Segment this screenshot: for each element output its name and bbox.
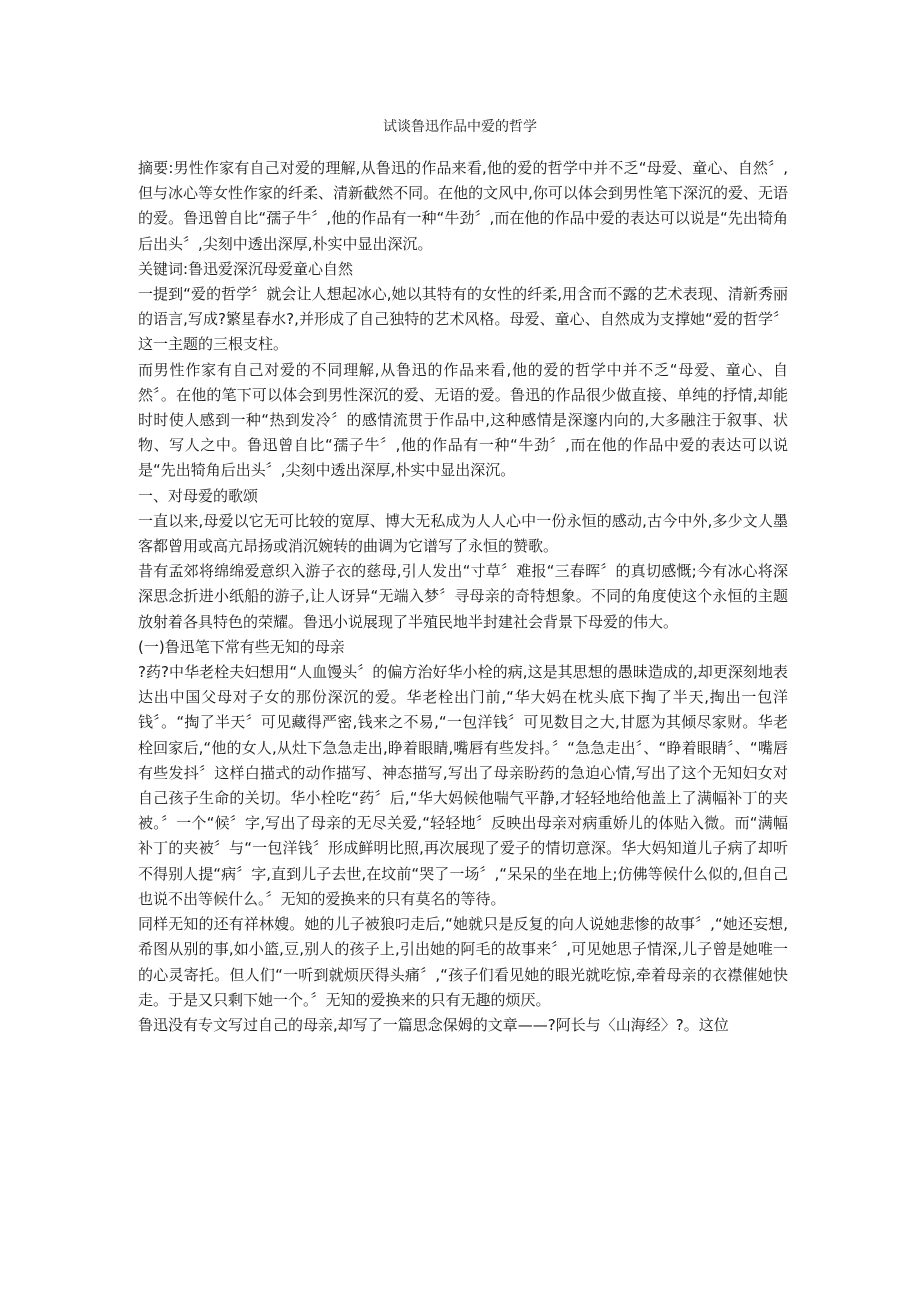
body-paragraph: 而男性作家有自己对爱的不同理解,从鲁迅的作品来看,他的爱的哲学中并不乏“母爱、童心、自然〞。在他的笔下可以体会到男性深沉的爱、无语的爱。鲁迅的作品很少做直接、单纯的抒情,却能时时使人感到一种“热到发冷〞的感情流贯于作品中,这种感情是深邃内向的,大多融注于叙事、状物、写人之中。鲁迅曾自比“孺子牛〞,他的作品有一种“牛劲〞,而在他的作品中爱的表达可以说是“先出犄角后出头〞,尖刻中透出深厚,朴实中显出深沉。 — [138, 360, 788, 480]
body-paragraph: 同样无知的还有祥林嫂。她的儿子被狼叼走后,“她就只是反复的向人说她悲惨的故事〞,“她还妄想,希图从别的事,如小篮,豆,别人的孩子上,引出她的阿毛的故事来〞,可见她思子情深,儿子曾是她唯一的心灵寄托。但人们“一听到就烦厌得头痛〞,“孩子们看见她的眼光就吃惊,牵着母亲的衣襟催她快走。于是又只剩下她一个。〞无知的爱换来的只有无趣的烦厌。 — [138, 915, 788, 1009]
document-body — [138, 156, 788, 1038]
body-paragraph: ?药?中华老栓夫妇想用“人血馒头〞的偏方治好华小栓的病,这是其思想的愚昧造成的,却更深刻地表达出中国父母对子女的那份深沉的爱。华老栓出门前,“华大妈在枕头底下掏了半天,掏出一包洋钱〞。“掏了半天〞可见藏得严密,钱来之不易,“一包洋钱〞可见数目之大,甘愿为其倾尽家财。华老栓回家后,“他的女人,从灶下急急走出,睁着眼睛,嘴唇有些发抖。〞“急急走出〞、“睁着眼睛〞、“嘴唇有些发抖〞这样白描式的动作描写、神态描写,写出了母亲盼药的急迫心情,写出了这个无知妇女对自己孩子生命的关切。华小栓吃“药〞后,“华大妈候他喘气平静,才轻轻地给他盖上了满幅补丁的夹被。〞一个“候〞字,写出了母亲的无尽关爱,“轻轻地〞反映出母亲对病重娇儿的体贴入微。而“满幅补丁的夹被〞与“一包洋钱〞形成鲜明比照,再次展现了爱子的情切意深。华大妈知道儿子病了却听不得别人提“病〞字,直到儿子去世,在坟前“哭了一场〞,“呆呆的坐在地上;仿佛等候什么似的,但自己也说不出等候什么。〞无知的爱换来的只有莫名的等待。 — [138, 663, 788, 908]
keywords-paragraph: 关键词:鲁迅爱深沉母爱童心自然 — [138, 259, 354, 278]
body-paragraph: 昔有孟郊将绵绵爱意织入游子衣的慈母,引人发出“寸草〞难报“三春晖〞的真切感慨;今有冰心将深深思念折进小纸船的游子,让人讶异“无端入梦〞寻母亲的奇特想象。不同的角度使这个永恒的主题放射着各具特色的荣耀。鲁迅小说展现了半殖民地半封建社会背景下母爱的伟大。 — [138, 562, 788, 631]
abstract-paragraph: 摘要:男性作家有自己对爱的理解,从鲁迅的作品来看,他的爱的哲学中并不乏“母爱、童心、自然〞,但与冰心等女性作家的纤柔、清新截然不同。在他的文风中,你可以体会到男性笔下深沉的爱、无语的爱。鲁迅曾自比“孺子牛〞,他的作品有一种“牛劲〞,而在他的作品中爱的表达可以说是“先出犄角后出头〞,尖刻中透出深厚,朴实中显出深沉。 — [138, 159, 788, 253]
document-title: 试谈鲁迅作品中爱的哲学 — [383, 119, 537, 135]
subsection-heading: (一)鲁迅笔下常有些无知的母亲 — [138, 637, 345, 656]
body-paragraph: 鲁迅没有专文写过自己的母亲,却写了一篇思念保姆的文章——?阿长与〈山海经〉?。这位 — [138, 1015, 729, 1034]
body-paragraph: 一直以来,母爱以它无可比较的宽厚、博大无私成为人人心中一份永恒的感动,古今中外,多少文人墨客都曾用或高亢昂扬或消沉婉转的曲调为它谱写了永恒的赞歌。 — [138, 511, 788, 556]
intro-paragraph: 一提到“爱的哲学〞就会让人想起冰心,她以其特有的女性的纤柔,用含而不露的艺术表现、清新秀丽的语言,写成?繁星春水?,并形成了自己独特的艺术风格。母爱、童心、自然成为支撑她“爱的哲学〞这一主题的三根支柱。 — [138, 285, 788, 354]
section-heading: 一、对母爱的歌颂 — [138, 486, 259, 505]
